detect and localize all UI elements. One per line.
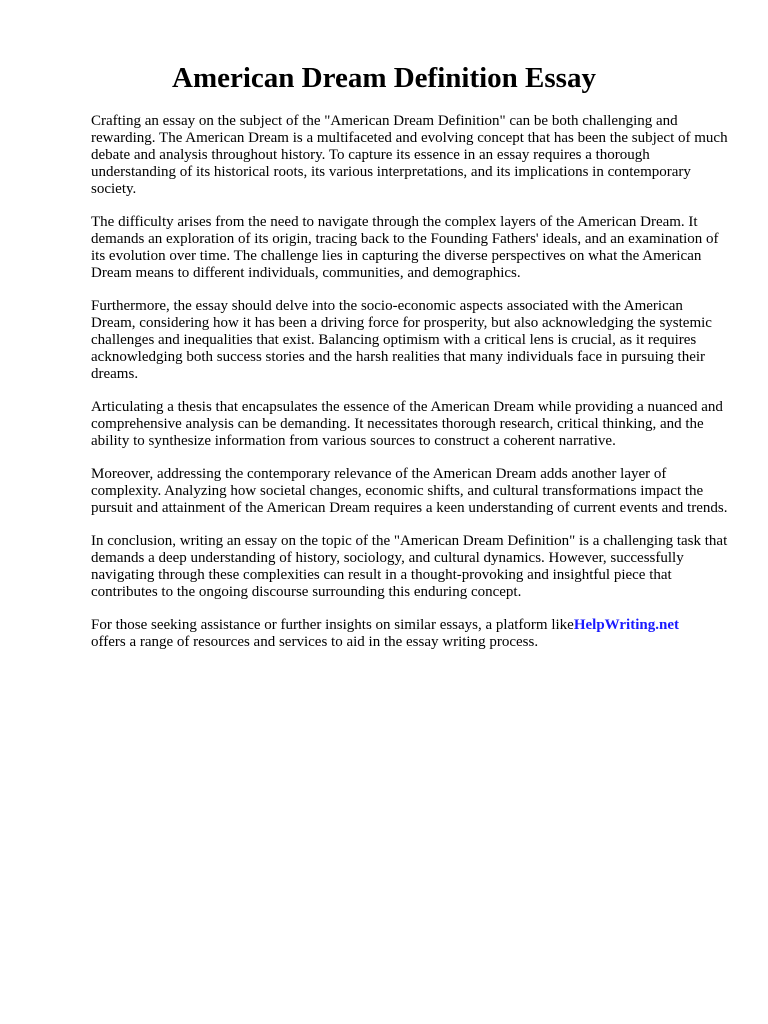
closing-text-before-link: For those seeking assistance or further insights on similar essays, a platform like	[91, 617, 574, 633]
document-title: American Dream Definition Essay	[172, 62, 596, 94]
paragraph-difficulty: The difficulty arises from the need to navigate through the complex layers of the American Dream. It demands an exploration of its origin, tracing back to the Founding Fathers' ideals, and an examination of its evolution over time. The challenge lies in capturing the diverse perspectives on what the American Dream means to different individuals, communities, and demographics.	[91, 214, 719, 281]
closing-text-after-link: offers a range of resources and services to aid in the essay writing process.	[91, 634, 539, 650]
paragraph-intro: Crafting an essay on the subject of the "American Dream Definition" can be both challenging and rewarding. The American Dream is a multifaceted and evolving concept that has been the subject of much debate and analysis throughout history. To capture its essence in an essay requires a thorough understanding of its historical roots, its various interpretations, and its implications in contemporary society.	[91, 113, 728, 197]
document-body	[91, 113, 731, 667]
paragraph-socio-economic: Furthermore, the essay should delve into the socio-economic aspects associated with the American Dream, considering how it has been a driving force for prosperity, but also acknowledging the systemic challenges and inequalities that exist. Balancing optimism with a critical lens is crucial, as it requires acknowledging both success stories and the harsh realities that many individuals face in pursuing their dreams.	[91, 298, 712, 382]
helpwriting-link[interactable]: HelpWriting.net	[573, 617, 679, 633]
paragraph-contemporary: Moreover, addressing the contemporary relevance of the American Dream adds another layer of complexity. Analyzing how societal changes, economic shifts, and cultural transformations impact the pursuit and attainment of the American Dream requires a keen understanding of current events and trends.	[91, 466, 728, 516]
paragraph-closing	[91, 617, 731, 651]
paragraph-conclusion: In conclusion, writing an essay on the topic of the "American Dream Definition" is a challenging task that demands a deep understanding of history, sociology, and cultural dynamics. However, successfully navigating through these complexities can result in a thought-provoking and insightful piece that contributes to the ongoing discourse surrounding this enduring concept.	[91, 533, 728, 600]
paragraph-thesis: Articulating a thesis that encapsulates the essence of the American Dream while providing a nuanced and comprehensive analysis can be demanding. It necessitates thorough research, critical thinking, and the ability to synthesize information from various sources to construct a coherent narrative.	[91, 399, 723, 449]
